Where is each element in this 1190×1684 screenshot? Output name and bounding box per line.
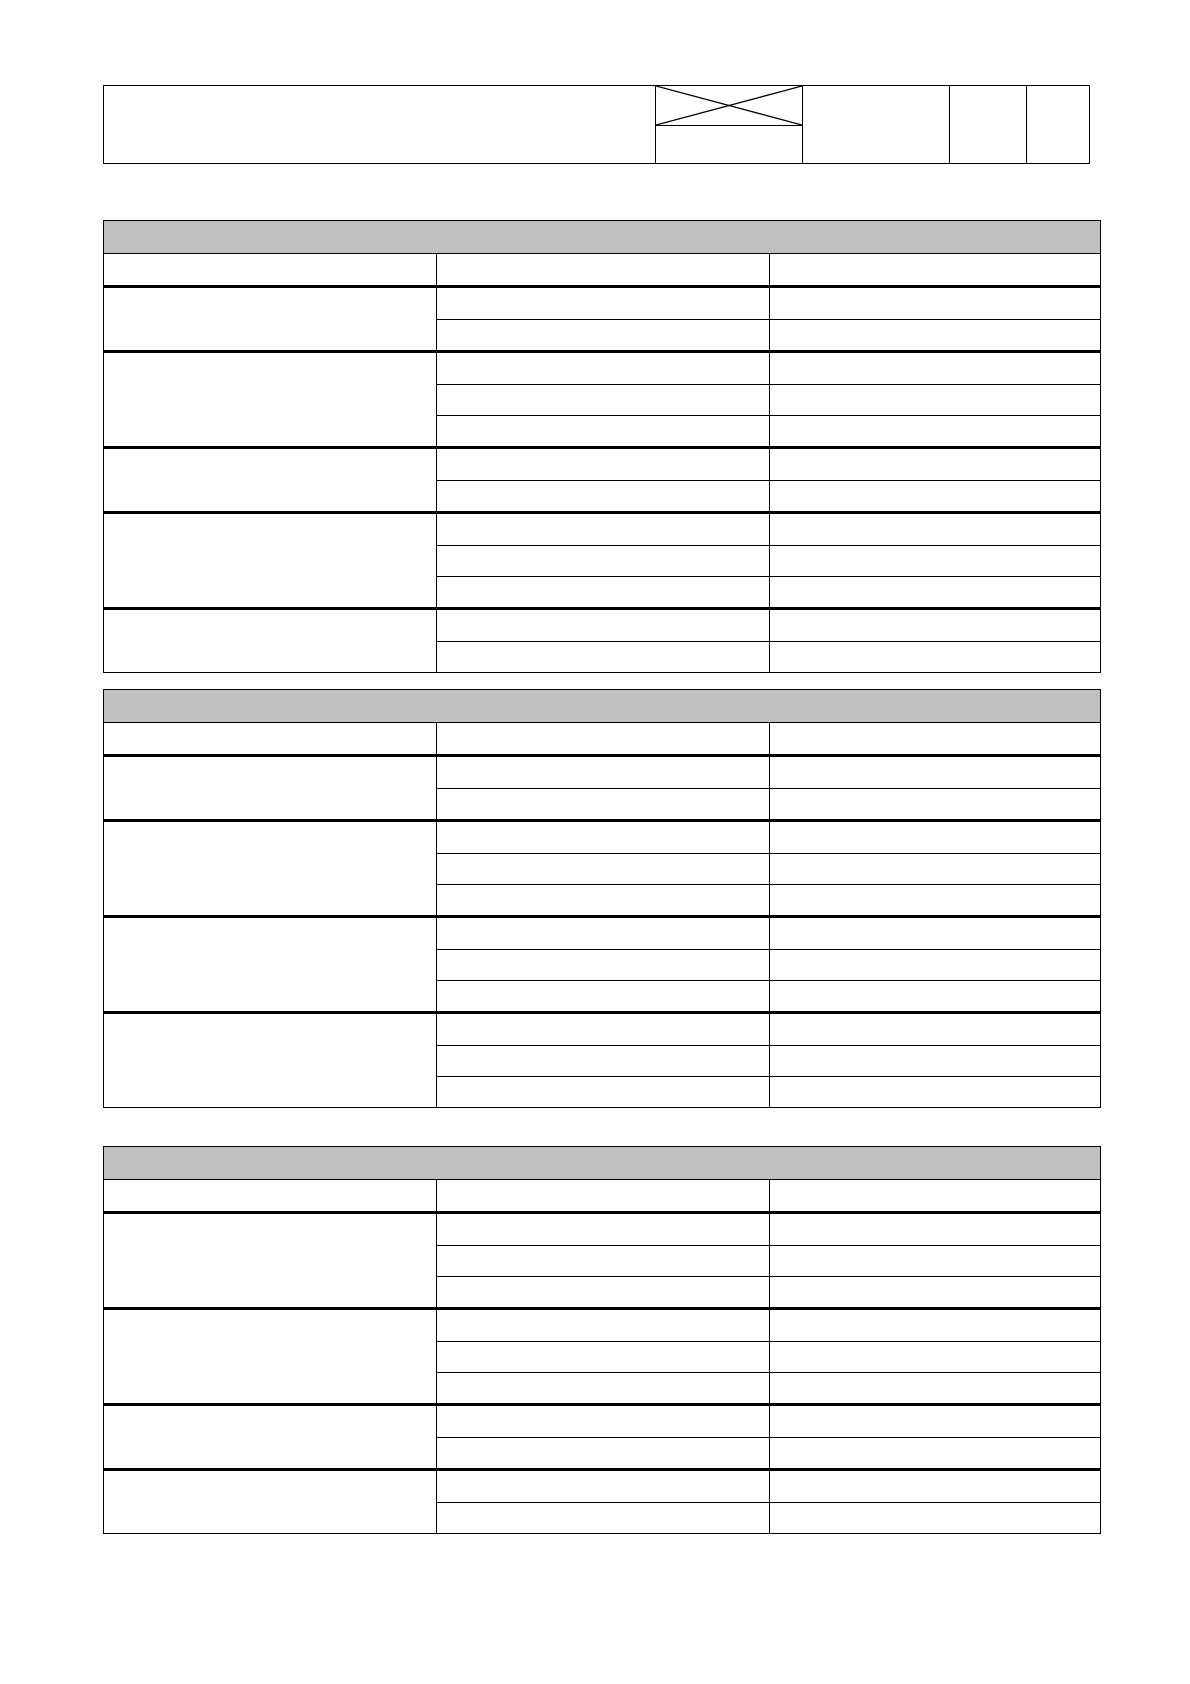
column-header <box>437 1180 770 1211</box>
column-header-row <box>104 723 1100 754</box>
table-row <box>437 514 1100 545</box>
table-cell <box>770 854 1100 884</box>
table-cell <box>770 1046 1100 1076</box>
table-cell <box>437 885 770 915</box>
table-row <box>437 449 1100 480</box>
table-cell <box>770 577 1100 607</box>
table-cell <box>437 1214 770 1245</box>
column-header <box>104 1180 437 1211</box>
table-row <box>437 1276 1100 1307</box>
table-cell <box>437 822 770 853</box>
group-label <box>104 353 437 446</box>
column-header-row <box>104 254 1100 285</box>
table-cell <box>770 1471 1100 1502</box>
group-label <box>104 757 437 819</box>
column-header <box>437 723 770 754</box>
table-cell <box>770 1246 1100 1276</box>
header-field-3-cell <box>1027 86 1091 163</box>
section-heading <box>104 1147 1100 1180</box>
table-cell <box>437 288 770 319</box>
table-cell <box>437 320 770 350</box>
table-cell <box>770 416 1100 446</box>
table-cell <box>437 449 770 480</box>
table-cell <box>437 385 770 415</box>
table-group <box>104 1307 1100 1403</box>
group-label <box>104 1014 437 1107</box>
table-row <box>437 949 1100 980</box>
section-title <box>104 1147 1100 1151</box>
table-cell <box>770 757 1100 788</box>
table-row <box>437 1245 1100 1276</box>
table-cell <box>770 353 1100 384</box>
table-row <box>437 1014 1100 1045</box>
table-group <box>104 511 1100 607</box>
group-label <box>104 918 437 1011</box>
table-cell <box>437 757 770 788</box>
table-group <box>104 1403 1100 1468</box>
table-row <box>437 980 1100 1011</box>
column-header <box>770 1180 1099 1211</box>
group-label <box>104 610 437 672</box>
table-cell <box>770 514 1100 545</box>
table-cell <box>770 1214 1100 1245</box>
table-cell <box>770 481 1100 511</box>
table-row <box>437 545 1100 576</box>
table-row <box>437 1502 1100 1533</box>
table-row <box>437 641 1100 672</box>
table-cell <box>437 514 770 545</box>
table-row <box>437 480 1100 511</box>
table-row <box>437 1471 1100 1502</box>
table-group <box>104 607 1100 672</box>
header-field-1-cell <box>803 86 950 163</box>
table-cell <box>770 1342 1100 1372</box>
section-table-2 <box>103 689 1101 1108</box>
table-cell <box>437 981 770 1011</box>
table-cell <box>770 1438 1100 1468</box>
table-cell <box>770 981 1100 1011</box>
table-cell <box>437 918 770 949</box>
table-group <box>104 754 1100 819</box>
table-cell <box>770 610 1100 641</box>
table-cell <box>437 1014 770 1045</box>
group-label <box>104 1406 437 1468</box>
header-title <box>104 86 655 90</box>
table-cell <box>437 642 770 672</box>
section-title <box>104 690 1100 694</box>
column-header <box>104 723 437 754</box>
table-cell <box>770 950 1100 980</box>
table-row <box>437 319 1100 350</box>
column-header <box>770 254 1099 285</box>
table-cell <box>770 1373 1100 1403</box>
section-heading <box>104 690 1100 723</box>
table-row <box>437 415 1100 446</box>
section-heading <box>104 221 1100 254</box>
table-cell <box>437 610 770 641</box>
table-cell <box>770 320 1100 350</box>
group-label <box>104 822 437 915</box>
table-cell <box>770 546 1100 576</box>
section-table-1 <box>103 220 1101 673</box>
table-group <box>104 285 1100 350</box>
section-table-3 <box>103 1146 1101 1534</box>
table-row <box>437 822 1100 853</box>
table-cell <box>437 1342 770 1372</box>
table-cell <box>437 1438 770 1468</box>
table-row <box>437 1045 1100 1076</box>
table-cell <box>770 1406 1100 1437</box>
header-title-cell <box>104 86 656 163</box>
table-cell <box>770 1077 1100 1107</box>
group-label <box>104 449 437 511</box>
table-cell <box>437 950 770 980</box>
table-row <box>437 1406 1100 1437</box>
image-placeholder-icon <box>656 86 802 126</box>
table-cell <box>770 885 1100 915</box>
table-row <box>437 610 1100 641</box>
table-cell <box>770 642 1100 672</box>
table-cell <box>437 1310 770 1341</box>
table-cell <box>437 546 770 576</box>
table-cell <box>437 481 770 511</box>
table-cell <box>437 353 770 384</box>
table-row <box>437 288 1100 319</box>
table-cell <box>770 789 1100 819</box>
table-cell <box>437 1406 770 1437</box>
table-cell <box>770 449 1100 480</box>
group-label <box>104 1310 437 1403</box>
table-cell <box>770 1503 1100 1533</box>
table-cell <box>770 822 1100 853</box>
table-cell <box>437 1503 770 1533</box>
table-cell <box>770 918 1100 949</box>
table-cell <box>437 1077 770 1107</box>
table-row <box>437 576 1100 607</box>
table-cell <box>770 1277 1100 1307</box>
table-row <box>437 1214 1100 1245</box>
table-row <box>437 788 1100 819</box>
table-row <box>437 1076 1100 1107</box>
table-cell <box>437 1471 770 1502</box>
group-label <box>104 1471 437 1533</box>
table-cell <box>770 1310 1100 1341</box>
section-title <box>104 221 1100 225</box>
group-label <box>104 288 437 350</box>
header-field-2 <box>950 86 1026 90</box>
table-cell <box>437 1246 770 1276</box>
table-cell <box>770 385 1100 415</box>
table-group <box>104 1468 1100 1533</box>
logo-caption <box>656 126 802 130</box>
table-cell <box>437 416 770 446</box>
table-group <box>104 1011 1100 1107</box>
table-cell <box>770 288 1100 319</box>
logo-caption-cell <box>656 126 802 165</box>
table-cell <box>437 1277 770 1307</box>
table-group <box>104 446 1100 511</box>
table-cell <box>437 577 770 607</box>
table-group <box>104 1211 1100 1307</box>
table-cell <box>770 1014 1100 1045</box>
table-row <box>437 1310 1100 1341</box>
column-header <box>770 723 1099 754</box>
logo-placeholder <box>656 86 803 163</box>
column-header-row <box>104 1180 1100 1211</box>
table-row <box>437 853 1100 884</box>
header-field-3 <box>1027 86 1091 90</box>
header-field-2-cell <box>950 86 1027 163</box>
table-cell <box>437 789 770 819</box>
group-label <box>104 1214 437 1307</box>
table-cell <box>437 1046 770 1076</box>
column-header <box>437 254 770 285</box>
table-row <box>437 918 1100 949</box>
table-group <box>104 915 1100 1011</box>
table-cell <box>437 854 770 884</box>
document-header <box>103 85 1090 164</box>
group-label <box>104 514 437 607</box>
header-field-1 <box>803 86 949 90</box>
table-row <box>437 757 1100 788</box>
table-row <box>437 353 1100 384</box>
table-row <box>437 1437 1100 1468</box>
table-row <box>437 384 1100 415</box>
table-row <box>437 1341 1100 1372</box>
table-group <box>104 350 1100 446</box>
table-group <box>104 819 1100 915</box>
table-row <box>437 1372 1100 1403</box>
column-header <box>104 254 437 285</box>
table-row <box>437 884 1100 915</box>
table-cell <box>437 1373 770 1403</box>
